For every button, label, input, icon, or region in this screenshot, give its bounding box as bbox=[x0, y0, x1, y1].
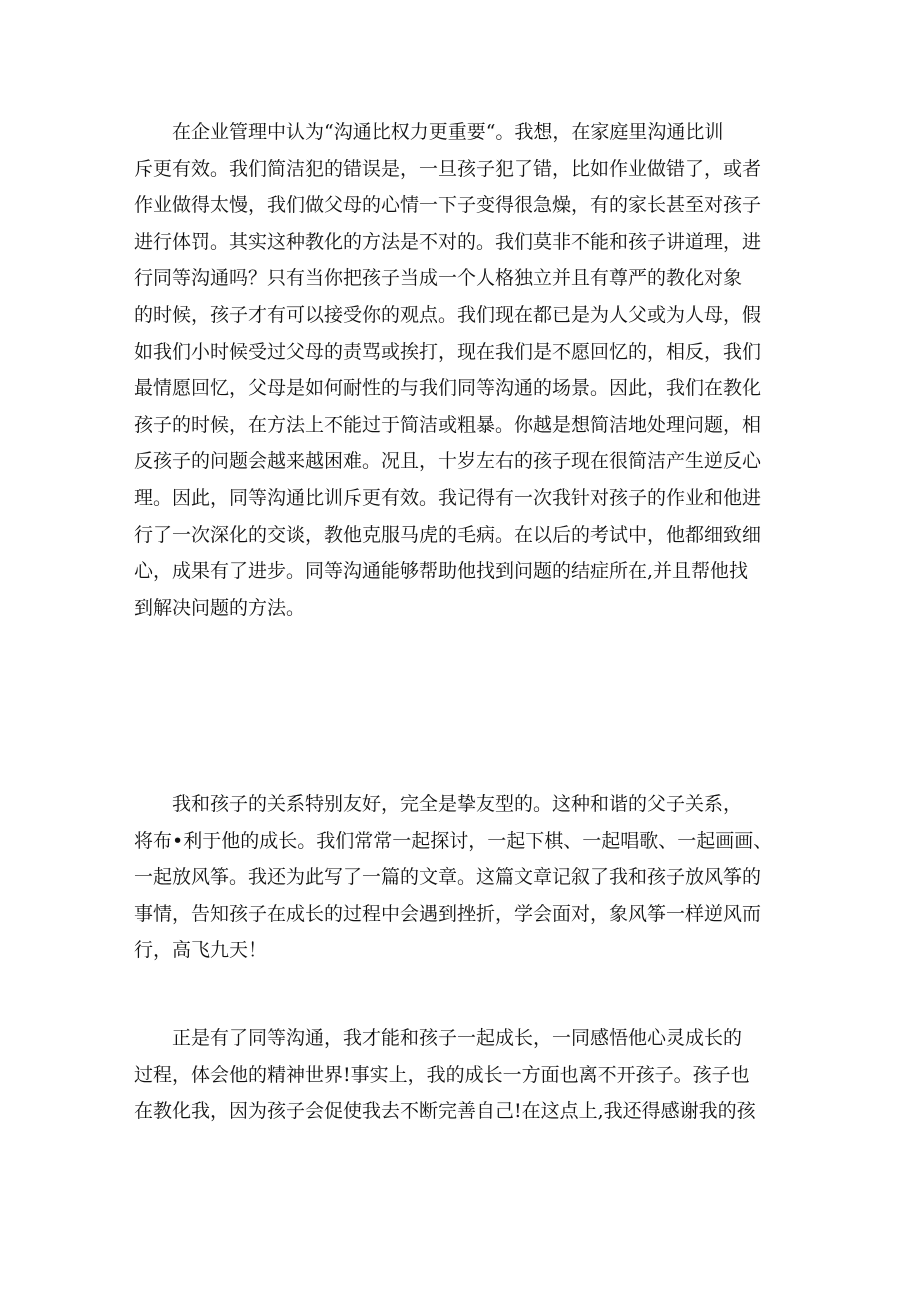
paragraph-line: 如我们小时候受过父母的责骂或挨打，现在我们是不愿回忆的，相反，我们 bbox=[134, 340, 762, 363]
paragraph-line: 到解决问题的方法。 bbox=[134, 596, 306, 619]
paragraph-line: 将布•利于他的成长。我们常常一起探讨，一起下棋、一起唱歌、一起画画、 bbox=[134, 829, 773, 852]
paragraph-line: 行，高飞九天！ bbox=[134, 939, 268, 962]
paragraph-1 bbox=[134, 114, 794, 626]
paragraph-line: 理。因此，同等沟通比训斥更有效。我记得有一次我针对孩子的作业和他进 bbox=[134, 486, 762, 509]
paragraph-line: 行了一次深化的交谈，教他克服马虎的毛病。在以后的考试中，他都细致细 bbox=[134, 523, 762, 546]
paragraph-line: 反孩子的问题会越来越困难。况且，十岁左右的孩子现在很简洁产生逆反心 bbox=[134, 450, 762, 473]
paragraph-line: 过程，体会他的精神世界!事实上，我的成长一方面也离不开孩子。孩子也 bbox=[134, 1063, 750, 1086]
paragraph-line: 一起放风筝。我还为此写了一篇的文章。这篇文章记叙了我和孩子放风筝的 bbox=[134, 866, 762, 889]
paragraph-line: 事情，告知孩子在成长的过程中会遇到挫折，学会面对，象风筝一样逆风而 bbox=[134, 902, 762, 925]
paragraph-line: 行同等沟通吗？只有当你把孩子当成一个人格独立并且有尊严的教化对象 bbox=[134, 267, 743, 290]
paragraph-2 bbox=[134, 786, 794, 969]
paragraph-line: 孩子的时候，在方法上不能过于简洁或粗暴。你越是想简洁地处理问题，相 bbox=[134, 413, 762, 436]
paragraph-line: 正是有了同等沟通，我才能和孩子一起成长，一同感悟他心灵成长的 bbox=[172, 1027, 743, 1049]
paragraph-line: 斥更有效。我们简洁犯的错误是，一旦孩子犯了错，比如作业做错了，或者 bbox=[134, 157, 762, 180]
paragraph-line: 心，成果有了进步。同等沟通能够帮助他找到问题的结症所在,并且帮他找 bbox=[134, 560, 749, 583]
paragraph-3 bbox=[134, 1020, 794, 1130]
paragraph-line: 在企业管理中认为“沟通比权力更重要“。我想，在家庭里沟通比训 bbox=[172, 121, 724, 143]
paragraph-line: 的时候，孩子才有可以接受你的观点。我们现在都已是为人父或为人母，假 bbox=[134, 303, 762, 326]
paragraph-line: 进行体罚。其实这种教化的方法是不对的。我们莫非不能和孩子讲道理，进 bbox=[134, 230, 762, 253]
paragraph-line: 最情愿回忆，父母是如何耐性的与我们同等沟通的场景。因此，我们在教化 bbox=[134, 377, 762, 400]
paragraph-line: 我和孩子的关系特别友好，完全是挚友型的。这种和谐的父子关系， bbox=[172, 793, 743, 815]
paragraph-line: 在教化我，因为孩子会促使我去不断完善自己!在这点上,我还得感谢我的孩 bbox=[134, 1100, 756, 1123]
paragraph-line: 作业做得太慢，我们做父母的心情一下子变得很急燥，有的家长甚至对孩子 bbox=[134, 194, 762, 217]
